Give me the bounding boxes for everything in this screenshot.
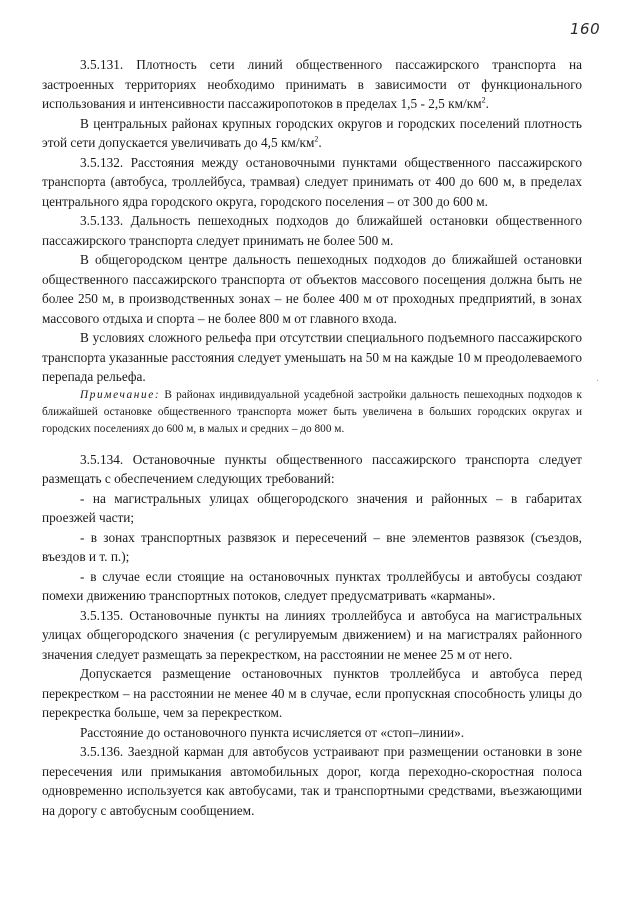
paragraph-3-5-136: 3.5.136. Заездной карман для автобусов устраивают при размещении остановки в зоне пересечения или примыкания автомобильных дорог, когда переходно-скоростная полоса одновременно используется как автобусами, так и транспортными средствами, въезжающими на дорогу с автобусным сообщением. (42, 744, 582, 818)
paragraph-3-5-133: 3.5.133. Дальность пешеходных подходов до ближайшей остановки общественного пассажирского транспорта следует принимать не более 500 м. (42, 213, 582, 248)
paragraph-3-5-135: 3.5.135. Остановочные пункты на линиях троллейбуса и автобуса на магистральных улицах общегородского значения (с регулируемым движением) и на магистралях районного значения следует размещать за перекрестком, на расстоянии не менее 25 м от него. (42, 607, 582, 662)
paragraph-city-center-distance: В общегородском центре дальность пешеходных подходов до ближайшей остановки общественного пассажирского транспорта от объектов массового посещения должна быть не более 250 м, в производственных зонах – не более 400 м от проходных предприятий, в зонах массового отдыха и спорта – не более 800 м от главного входа. (42, 252, 582, 326)
list-item-pockets: - в случае если стоящие на остановочных пунктах троллейбусы и автобусы создают помехи движению транспортных потоков, следует предусматривать «карманы». (42, 568, 582, 603)
margin-mark: · (596, 376, 600, 387)
paragraph-central-density (42, 114, 582, 153)
superscript: 2 (481, 95, 486, 105)
paragraph-end: . (485, 96, 489, 111)
note-text: В районах индивидуальной усадебной застройки дальность пешеходных подходов к ближайшей остановке общественного транспорта может быть увеличена в больших городских округах и городских поселениях до 600 м, в малых и средних – до 800 м. (42, 388, 582, 435)
list-item-interchanges: - в зонах транспортных развязок и пересечений – вне элементов развязок (съездов, въездов и т. п.); (42, 529, 582, 564)
paragraph-complex-relief: В условиях сложного рельефа при отсутствии специального подъемного пассажирского транспорта указанные расстояния следует уменьшать на 50 м на каждые 10 м преодолеваемого перепада рельефа. (42, 330, 582, 384)
paragraph-text: 3.5.131. Плотность сети линий общественного пассажирского транспорта на застроенных территориях необходимо принимать в зависимости от функционального использования и интенсивности пассажиропотоков в пределах 1,5 - 2,5 км/км (42, 57, 582, 111)
paragraph-stop-line: Расстояние до остановочного пункта исчисляется от «стоп–линии». (80, 724, 465, 740)
note-paragraph (42, 387, 582, 438)
paragraph-text: В центральных районах крупных городских округов и городских поселений плотность этой сети допускается увеличивать до 4,5 км/км (42, 115, 582, 150)
note-label: Примечание: (80, 388, 161, 401)
superscript: 2 (314, 134, 319, 144)
paragraph-3-5-134: 3.5.134. Остановочные пункты общественного пассажирского транспорта следует размещать с обеспечением следующих требований: (42, 451, 582, 486)
paragraph-before-intersection: Допускается размещение остановочных пунктов троллейбуса и автобуса перед перекрестком – на расстоянии не менее 40 м в случае, если пропускная способность улицы до перекрестка больше, чем за перекрестком. (42, 666, 582, 720)
page-number: 160 (570, 20, 601, 38)
list-item-main-streets: - на магистральных улицах общегородского значения и районных – в габаритах проезжей части; (42, 490, 582, 525)
document-body (42, 55, 582, 820)
paragraph-end: . (318, 135, 322, 150)
spacer (42, 438, 582, 450)
paragraph-3-5-131 (42, 55, 582, 114)
paragraph-3-5-132: 3.5.132. Расстояния между остановочными пунктами общественного пассажирского транспорта (автобуса, троллейбуса, трамвая) следует принимать от 400 до 600 м, в пределах центрального ядра городского округа, городского поселения – от 300 до 600 м. (42, 154, 582, 209)
